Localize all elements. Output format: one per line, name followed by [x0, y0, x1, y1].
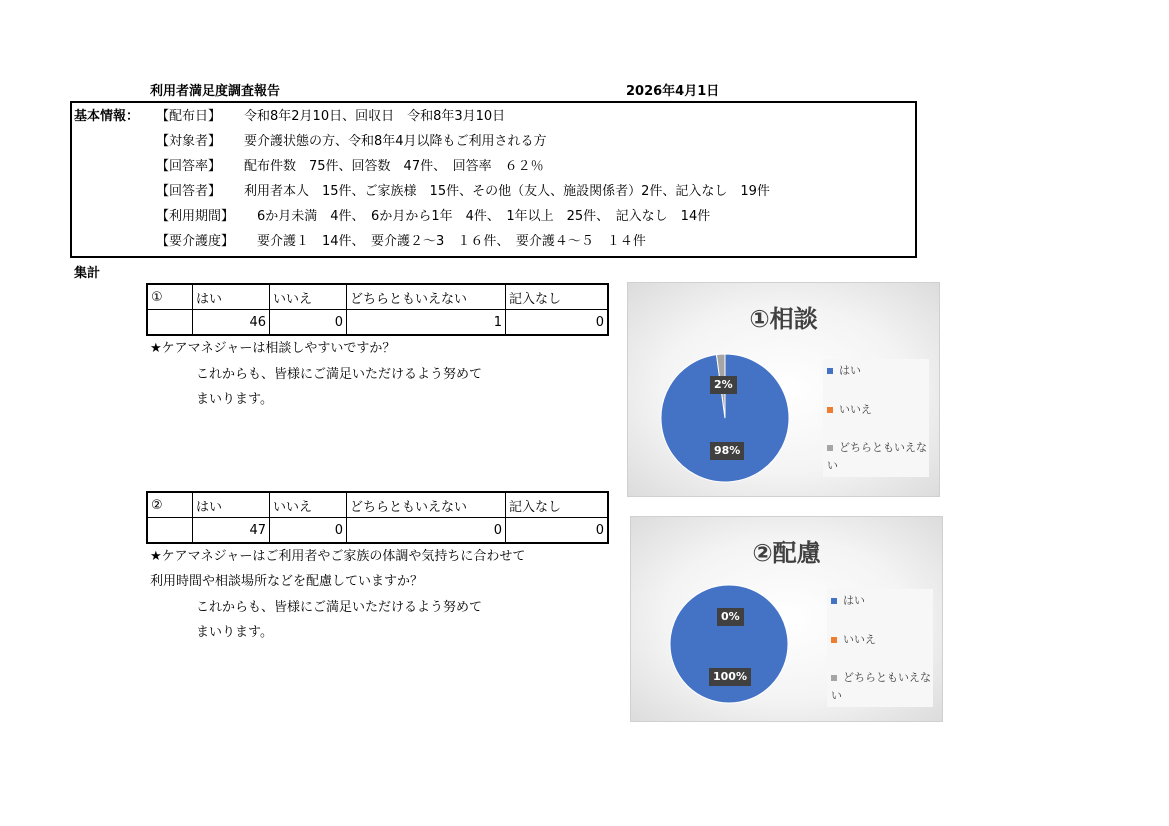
info-key: 【回答者】	[156, 184, 222, 199]
chart-legend	[827, 589, 933, 707]
survey-comment-2: これからも、皆様にご満足いただけるよう努めて	[196, 600, 483, 615]
header-cell: どちらともいえない	[347, 284, 506, 310]
header-cell: いいえ	[270, 492, 347, 518]
legend-label: いいえ	[839, 403, 872, 416]
survey-question-2: ★ケアマネジャーはご利用者やご家族の体調や気持ちに合わせて	[150, 549, 526, 564]
info-value: 令和8年2月10日、回収日 令和8年3月10日	[244, 109, 506, 124]
info-key: 【対象者】	[156, 134, 222, 149]
survey-comment-2b: まいります。	[196, 625, 273, 640]
legend-item-no	[831, 631, 876, 647]
survey-question-2b: 利用時間や相談場所などを配慮していますか？	[150, 574, 424, 589]
report-title: 利用者満足度調査報告	[150, 84, 281, 99]
section-label: 集計	[74, 266, 101, 281]
legend-item-neither	[827, 439, 927, 475]
table-header-row	[147, 492, 608, 518]
chart-consideration	[630, 516, 943, 722]
empty-cell	[147, 518, 193, 544]
info-row-usage-period	[72, 204, 915, 229]
info-row-respondents	[72, 179, 915, 204]
question-number: ①	[147, 284, 193, 310]
legend-label: どちらともいえない	[827, 441, 927, 472]
legend-label: いいえ	[843, 633, 876, 646]
info-row-target	[72, 129, 915, 154]
header-cell: 記入なし	[506, 492, 609, 518]
legend-item-yes	[831, 592, 865, 608]
info-value: 6か月未満 4件、 6か月から1年 4件、 1年以上 25件、 記入なし 14件	[244, 209, 711, 224]
chart-consultation	[627, 282, 940, 497]
data-label-neither: 0%	[717, 608, 744, 626]
info-value: 利用者本人 15件、ご家族様 15件、その他（友人、施設関係者）2件、記入なし 19件	[244, 184, 770, 199]
value-cell: 46	[193, 310, 270, 336]
legend-swatch	[831, 675, 837, 681]
table-header-row	[147, 284, 608, 310]
legend-swatch	[831, 598, 837, 604]
table-row	[147, 518, 608, 544]
survey-comment-1b: まいります。	[196, 392, 273, 407]
info-key: 【要介護度】	[156, 234, 235, 249]
legend-label: はい	[839, 364, 861, 377]
info-value: 要介護状態の方、令和8年4月以降もご利用される方	[244, 134, 547, 149]
basic-info-box	[70, 101, 917, 258]
question-number: ②	[147, 492, 193, 518]
legend-swatch	[827, 368, 833, 374]
value-cell: 1	[347, 310, 506, 336]
legend-swatch	[831, 637, 837, 643]
chart-legend	[823, 359, 929, 477]
info-value: 配布件数 75件、回答数 47件、 回答率 ６２％	[244, 159, 544, 174]
legend-label: どちらともいえない	[831, 671, 931, 702]
value-cell: 0	[270, 518, 347, 544]
info-key: 【利用期間】	[156, 209, 235, 224]
legend-label: はい	[843, 594, 865, 607]
value-cell: 0	[506, 310, 609, 336]
data-label-neither: 2%	[710, 376, 737, 394]
survey-table-1	[146, 283, 609, 336]
report-date: 2026年4月1日	[626, 84, 720, 99]
data-label-yes: 100%	[709, 668, 751, 686]
info-row-care-level	[72, 229, 915, 254]
info-key: 【回答率】	[156, 159, 222, 174]
data-label-yes: 98%	[710, 442, 744, 460]
value-cell: 47	[193, 518, 270, 544]
survey-comment-1: これからも、皆様にご満足いただけるよう努めて	[196, 367, 483, 382]
legend-item-yes	[827, 362, 861, 378]
legend-swatch	[827, 407, 833, 413]
basic-info-label: 基本情報：	[74, 109, 140, 124]
survey-table-2	[146, 491, 609, 544]
empty-cell	[147, 310, 193, 336]
info-row-response-rate	[72, 154, 915, 179]
header-cell: はい	[193, 284, 270, 310]
chart-title: ②配慮	[752, 539, 821, 567]
header-cell: いいえ	[270, 284, 347, 310]
info-key: 【配布日】	[156, 109, 222, 124]
value-cell: 0	[506, 518, 609, 544]
legend-swatch	[827, 445, 833, 451]
header-cell: 記入なし	[506, 284, 609, 310]
value-cell: 0	[347, 518, 506, 544]
chart-title: ①相談	[749, 305, 818, 333]
info-value: 要介護１ 14件、 要介護２〜3 １６件、 要介護４〜５ １４件	[244, 234, 646, 249]
info-row-distribution	[72, 104, 915, 129]
table-row	[147, 310, 608, 336]
survey-question-1: ★ケアマネジャーは相談しやすいですか？	[150, 341, 396, 356]
header-cell: どちらともいえない	[347, 492, 506, 518]
value-cell: 0	[270, 310, 347, 336]
legend-item-no	[827, 401, 872, 417]
header-cell: はい	[193, 492, 270, 518]
legend-item-neither	[831, 669, 931, 705]
